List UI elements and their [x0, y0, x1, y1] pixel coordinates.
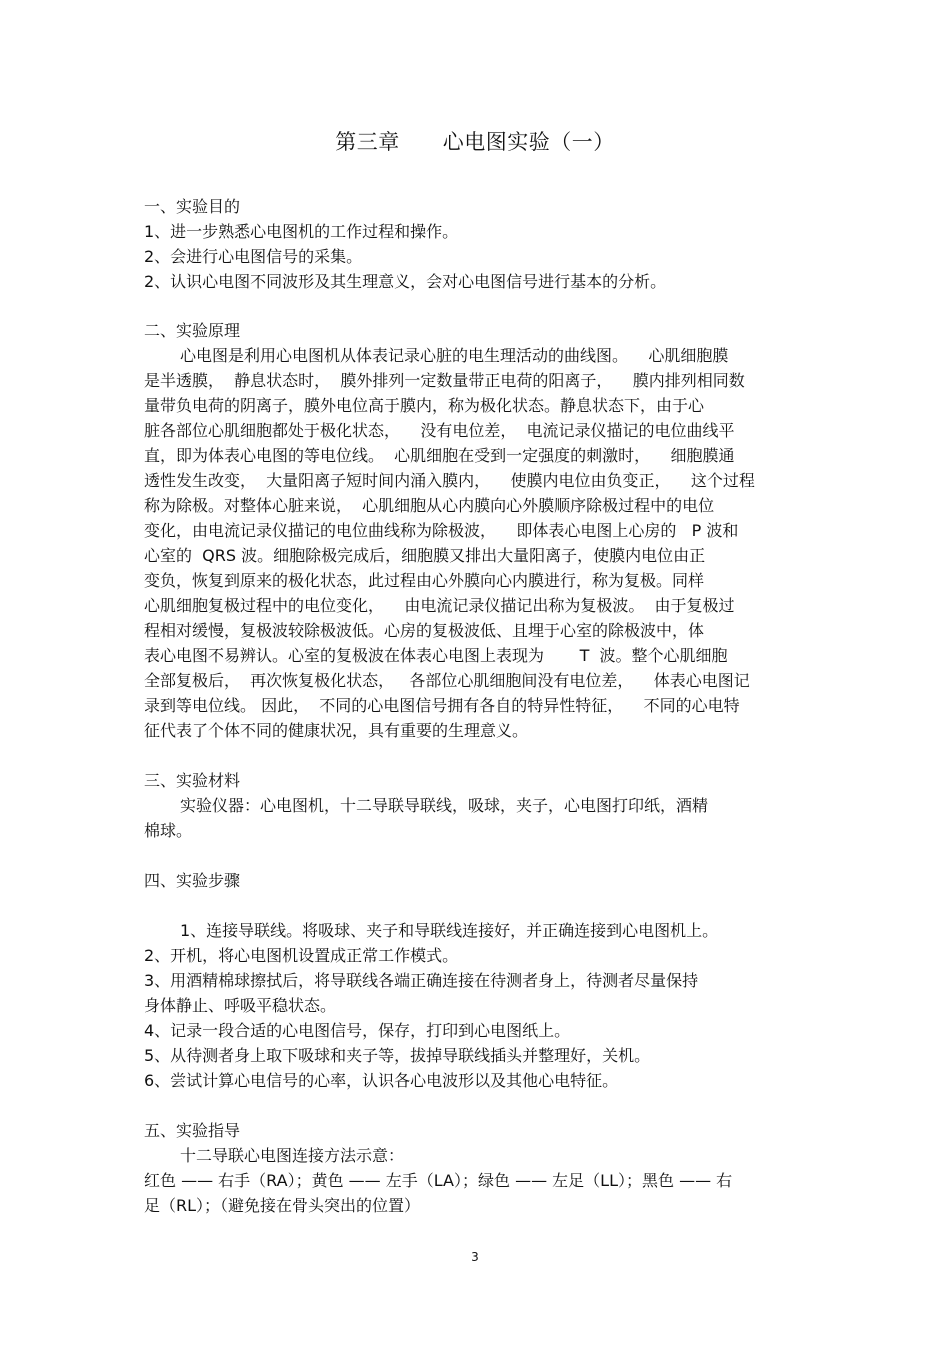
materials-line: 实验仪器：心电图机，十二导联导联线，吸球，夹子，心电图打印纸，酒精: [180, 796, 709, 815]
step-item-1: 1、连接导联线。将吸球、夹子和导联线连接好，并正确连接到心电图机上。: [180, 921, 719, 940]
principle-line: 征代表了个体不同的健康状况，具有重要的生理意义。: [144, 721, 529, 740]
step-item-2: 2、开机，将心电图机设置成正常工作模式。: [144, 946, 459, 965]
step-item-6: 6、尝试计算心电信号的心率，认识各心电波形以及其他心电特征。: [144, 1071, 619, 1090]
step-item-3: 3、用酒精棉球擦拭后，将导联线各端正确连接在待测者身上，待测者尽量保持: [144, 971, 699, 990]
principle-line: 心肌细胞复极过程中的电位变化， 由电流记录仪描记出称为复极波。 由于复极过: [144, 596, 735, 615]
principle-line: 表心电图不易辨认。心室的复极波在体表心电图上表现为 T 波。整个心肌细胞: [144, 646, 728, 665]
guidance-line: 足（RL）；（避免接在骨头突出的位置）: [144, 1196, 421, 1215]
principle-line: 量带负电荷的阴离子，膜外电位高于膜内，称为极化状态。静息状态下，由于心: [144, 396, 705, 415]
principle-line: 全部复极后， 再次恢复极化状态， 各部位心肌细胞间没有电位差， 体表心电图记: [144, 671, 750, 690]
step-item-5: 5、从待测者身上取下吸球和夹子等，拔掉导联线插头并整理好，关机。: [144, 1046, 651, 1065]
principle-line: 变化，由电流记录仪描记的电位曲线称为除极波， 即体表心电图上心房的 P 波和: [144, 521, 739, 540]
purpose-item-3: 2、认识心电图不同波形及其生理意义，会对心电图信号进行基本的分析。: [144, 272, 667, 291]
principle-line: 心室的 QRS 波。细胞除极完成后，细胞膜又排出大量阳离子，使膜内电位由正: [144, 546, 706, 565]
principle-line: 直，即为体表心电图的等电位线。 心肌细胞在受到一定强度的刺激时， 细胞膜通: [144, 446, 735, 465]
guidance-line: 十二导联心电图连接方法示意：: [180, 1146, 405, 1165]
materials-line: 棉球。: [144, 821, 193, 840]
principle-line: 称为除极。对整体心脏来说， 心肌细胞从心内膜向心外膜顺序除极过程中的电位: [144, 496, 715, 515]
step-item-3-cont: 身体静止、呼吸平稳状态。: [144, 996, 337, 1015]
purpose-item-1: 1、进一步熟悉心电图机的工作过程和操作。: [144, 222, 459, 241]
principle-line: 变负，恢复到原来的极化状态，此过程由心外膜向心内膜进行，称为复极。同样: [144, 571, 705, 590]
principle-line: 是半透膜， 静息状态时， 膜外排列一定数量带正电荷的阳离子， 膜内排列相同数: [144, 371, 745, 390]
section-heading-steps: 四、实验步骤: [144, 871, 241, 890]
principle-line: 录到等电位线。 因此， 不同的心电图信号拥有各自的特异性特征， 不同的心电特: [144, 696, 740, 715]
step-item-4: 4、记录一段合适的心电图信号，保存，打印到心电图纸上。: [144, 1021, 571, 1040]
principle-line: 心电图是利用心电图机从体表记录心脏的电生理活动的曲线图。 心肌细胞膜: [180, 346, 729, 365]
section-heading-materials: 三、实验材料: [144, 771, 241, 790]
principle-line: 脏各部位心肌细胞都处于极化状态， 没有电位差， 电流记录仪描记的电位曲线平: [144, 421, 735, 440]
section-heading-purpose: 一、实验目的: [144, 197, 241, 216]
principle-line: 程相对缓慢，复极波较除极波低。心房的复极波低、且埋于心室的除极波中，体: [144, 621, 705, 640]
page-title: 第三章 心电图实验（一）: [335, 130, 615, 154]
section-heading-guidance: 五、实验指导: [144, 1121, 241, 1140]
principle-line: 透性发生改变， 大量阳离子短时间内涌入膜内， 使膜内电位由负变正， 这个过程: [144, 471, 755, 490]
section-heading-principle: 二、实验原理: [144, 321, 241, 340]
purpose-item-2: 2、会进行心电图信号的采集。: [144, 247, 363, 266]
guidance-line: 红色 —— 右手（RA）；黄色 —— 左手（LA）；绿色 —— 左足（LL）；黑色 —— 右: [144, 1171, 733, 1190]
page-number: 3: [471, 1250, 479, 1264]
